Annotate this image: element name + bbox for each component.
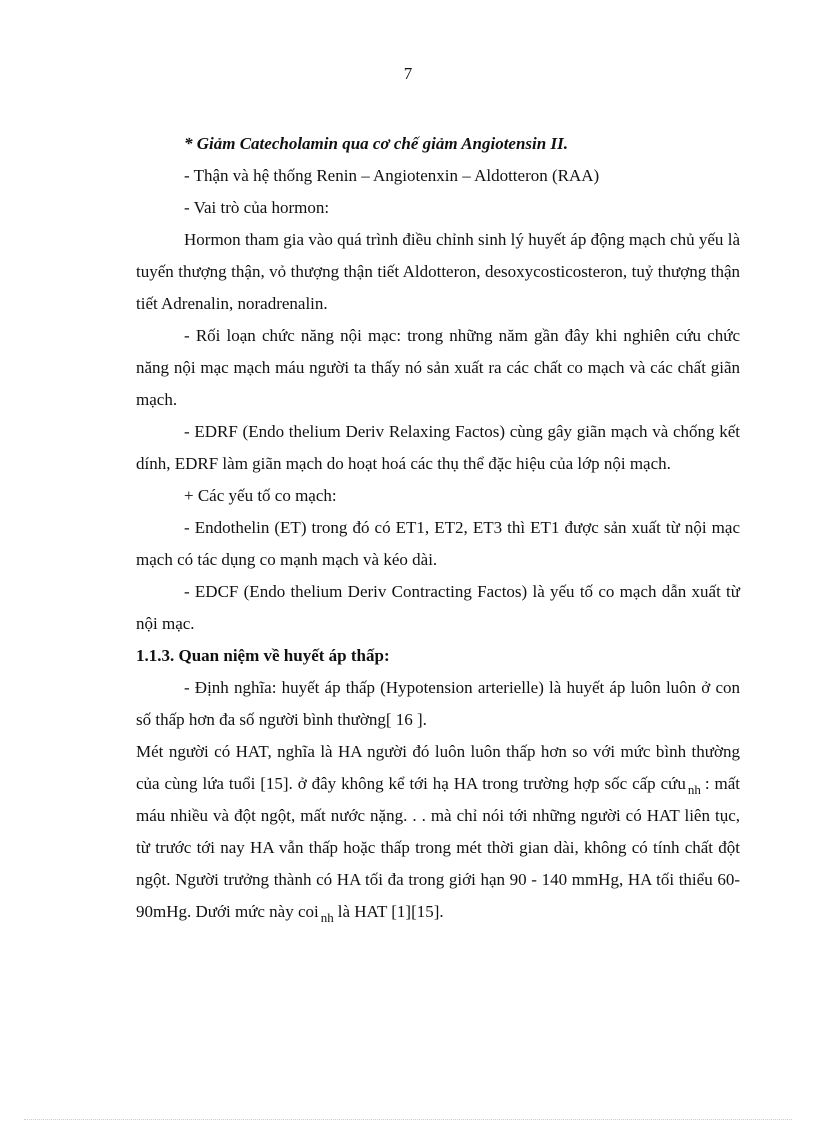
paragraph-low-blood-pressure xyxy=(136,736,740,928)
paragraph-text-part-1: Mét người có HAT, nghĩa là HA người đó luôn luôn thấp hơn so với mức bình thường của cùng lứa tuổi [15]. ở đây không kể tới hạ HA trong trường hợp sốc cấp cứu xyxy=(136,742,740,793)
paragraph-endothelial-dysfunction: - Rối loạn chức năng nội mạc: trong những năm gần đây khi nghiên cứu chức năng nội mạc mạch máu người ta thấy nó sản xuất ra các chất co mạch và các chất giãn mạch. xyxy=(136,326,740,409)
page-body xyxy=(136,128,740,928)
footer-dotted-rule xyxy=(24,1119,792,1120)
page-number: 7 xyxy=(403,64,413,83)
paragraph-endothelin: - Endothelin (ET) trong đó có ET1, ET2, ET3 thì ET1 được sản xuất từ nội mạc mạch có tác dụng co mạnh mạch và kéo dài. xyxy=(136,518,740,569)
paragraph-text-part-2: : mất máu nhiều và đột ngột, mất nước nặng. . . mà chỉ nói tới những người có HAT liên tục, từ trước tới nay HA vẫn thấp hoặc thấp trong mét thời gian dài, không có tính chất đột ngột. Người trưởng thành có HA tối đa trong giới hạn 90 - 140 mmHg, HA tối thiểu 60-90mHg. Dưới mức này coi xyxy=(136,774,740,921)
paragraph-edrf: - EDRF (Endo thelium Deriv Relaxing Factos) cùng gây giãn mạch và chống kết dính, EDRF làm giãn mạch do hoạt hoá các thụ thể đặc hiệu của lớp nội mạch. xyxy=(136,422,740,473)
item-hormon-role: - Vai trò của hormon: xyxy=(184,198,330,217)
paragraph-text-part-3: là HAT [1][15]. xyxy=(337,902,444,921)
item-vasoconstrictors: + Các yếu tố co mạch: xyxy=(184,486,337,505)
subscript-marker: nh xyxy=(687,782,701,797)
subheading-catecholamin: * Giảm Catecholamin qua cơ chế giảm Angiotensin II. xyxy=(184,134,568,153)
item-raa: - Thận và hệ thống Renin – Angiotenxin – Aldotteron (RAA) xyxy=(184,166,600,185)
paragraph-hormon: Hormon tham gia vào quá trình điều chỉnh sinh lý huyết áp động mạch chủ yếu là tuyến thượng thận, vỏ thượng thận tiết Aldotteron, desoxycosticosteron, tuỷ thượng thận tiết Adrenalin, noradrenalin. xyxy=(136,230,740,313)
paragraph-edcf: - EDCF (Endo thelium Deriv Contracting Factos) là yếu tố co mạch dẫn xuất từ nội mạc. xyxy=(136,582,740,633)
subscript-marker: nh xyxy=(320,910,334,925)
section-heading-1-1-3: 1.1.3. Quan niệm về huyết áp thấp: xyxy=(136,646,390,665)
paragraph-definition: - Định nghĩa: huyết áp thấp (Hypotension arterielle) là huyết áp luôn luôn ở con số thấp hơn đa số người bình thường[ 16 ]. xyxy=(136,678,740,729)
